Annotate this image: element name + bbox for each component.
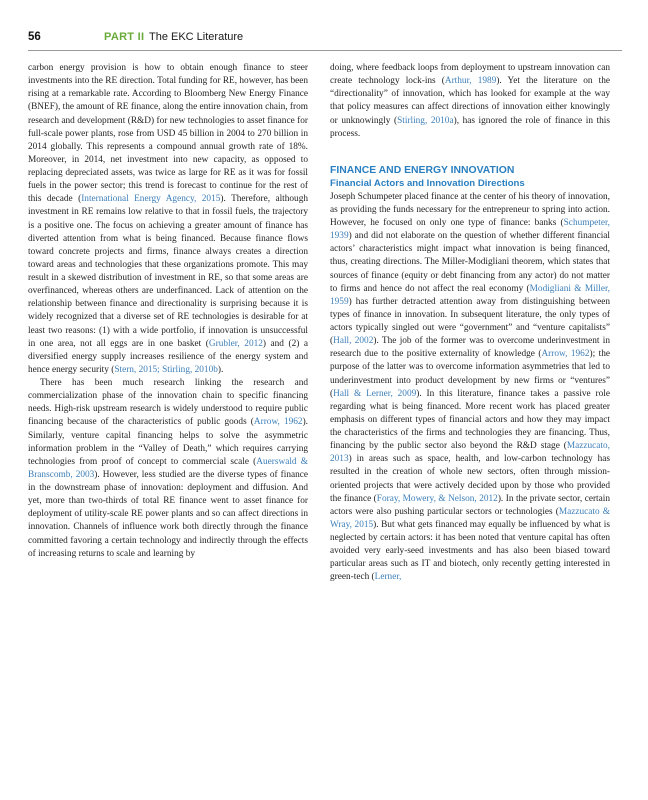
citation-link: Grubler, 2012 — [208, 338, 263, 349]
right-column — [330, 62, 610, 585]
body-text: ). Therefore, although investment in RE remains low relative to that in fossil fuels, the trajectory is a positive one. The focus on achieving a greater amount of finance has diverted attention from what is being financed. Because finance flows toward concrete projects and firms, finance always creates a direction toward areas and technologies that these organizations promote. This may result in a skewed distribution of investment in RE, so that some areas are overfinanced, whereas others are underfinanced. Lack of attention on the relationship between finance and directionality is surprising because it is widely recognized that a diverse set of RE technologies is desirable for at least two reasons: (1) with a wide portfolio, if innovation is unsuccessful in one area, not all eggs are in one basket ( — [28, 194, 309, 349]
body-text: ), has ignored the role of finance in this process. — [330, 115, 610, 139]
paragraph — [330, 62, 610, 141]
citation-link: Stirling, 2010a — [397, 115, 454, 126]
citation-link: Arrow, 1962 — [541, 349, 590, 360]
citation-link: Arrow, 1962 — [253, 417, 303, 428]
citation-link: International Energy Agency, 2015 — [81, 194, 221, 205]
paragraph — [330, 191, 610, 585]
body-text: ). The job of the former was to overcome underinvestment in research due to the positive externality of knowledge ( — [330, 336, 611, 360]
body-text: ) in areas such as space, health, and low-carbon technology has resulted in the creation of whole new sectors, often through mission-oriented projects that were actively decided upon by those who provided the finance ( — [330, 454, 610, 504]
citation-link: Mazzucato & Wray, 2015 — [330, 506, 610, 530]
body-text: ) has further detracted attention away from distinguishing between types of finance in innovation. In subsequent literature, the only types of actors typically singled out were “government” and “venture capitalists” ( — [330, 296, 610, 347]
paragraph — [28, 62, 308, 377]
body-text: Joseph Schumpeter placed finance at the center of his theory of innovation, as providing the funds necessary for the entrepreneur to spring into action. However, he focused on only one type of finance: banks ( — [330, 191, 610, 228]
body-text: doing, where feedback loops from deployment to upstream innovation can create technology lock-ins ( — [330, 63, 610, 87]
body-text: ). Similarly, venture capital financing helps to solve the asymmetric information problem in the “Valley of Death,” which requires carrying technologies from proof of concept to commercial scale ( — [28, 417, 308, 467]
citation-link: Modigliani & Miller, 1959 — [330, 283, 611, 307]
citation-link: Hall & Lerner, 2009 — [333, 388, 417, 399]
citation-link: Lerner, — [374, 572, 402, 583]
citation-link: Hall, 2002 — [333, 336, 374, 347]
body-text: carbon energy provision is how to obtain enough finance to steer investments into the RE direction. Total funding for RE, however, has been rising at a remarkable rate. According to Bloomberg New Energy Finance (BNEF), the amount of RE finance, along the entire innovation chain, from research and development (R&D) for new technologies to asset finance for full-scale power plants, rose from USD 45 billion in 2004 to 270 billion in 2014 globally. This represents a compound annual growth rate of 18%. Moreover, in 2014, net investment into new capacity, as opposed to replacing depreciated assets, was twice as large for RE as it was for fossil fuels in the power sector; this trend is forecast to continue for the rest of this decade ( — [28, 63, 308, 205]
part-label: PART II — [104, 31, 145, 43]
section-heading: FINANCE AND ENERGY INNOVATION — [330, 164, 515, 176]
citation-link: Mazzucato, 2013 — [330, 441, 610, 465]
paragraph — [28, 377, 308, 561]
part-title: The EKC Literature — [149, 31, 244, 43]
citation-link: Foray, Mowery, & Nelson, 2012 — [376, 493, 498, 504]
page-number: 56 — [28, 31, 41, 43]
citation-link: Stern, 2015; Stirling, 2010b — [114, 364, 218, 375]
header-rule — [28, 50, 622, 51]
citation-link: Schumpeter, 1939 — [330, 218, 610, 242]
body-text: ) and did not elaborate on the question of whether different financial actors’ characteristics might impact what innovation is being financed, thus, creating directions. The Miller-Modigliani theorem, which states that sources of finance (equity or debt financing from any actor) do not matter to firms and hence do not affect the real economy ( — [330, 231, 610, 294]
body-text: ). But what gets financed may equally be influenced by what is neglected by certain actors: it has been noted that venture capital has often avoided very early-seed investments and has also been biased toward particular areas such as IT and biotech, only recently getting interested in green-tech ( — [330, 519, 610, 583]
body-text: ). Yet the literature on the “directionality” of innovation, which has looked for example at the way that policy measures can affect directions of innovation either knowingly or unknowingly ( — [330, 76, 611, 126]
body-text: ). In the private sector, certain actors were also pushing particular sectors or technologies ( — [330, 493, 610, 517]
body-text: ). — [217, 364, 224, 375]
body-text: ). In this literature, finance takes a passive role regarding what is being financed. More recent work has placed greater emphasis on different types of financial actors and how they may impact the characteristics of the firms and technologies they are financing. Thus, financing by the public sector also beyond the R&D stage ( — [330, 388, 610, 452]
citation-link: Auerswald & Branscomb, 2003 — [28, 456, 308, 480]
body-text: There has been much research linking the research and commercialization phase of the innovation chain to specific financing needs. High-risk upstream research is widely understood to require public financing because of the characteristics of public goods ( — [28, 378, 308, 428]
left-column — [28, 62, 308, 561]
subsection-heading: Financial Actors and Innovation Directions — [330, 177, 525, 189]
body-text: ). However, less studied are the diverse types of finance in the downstream phase of innovation: deployment and diffusion. And yet, more than two-thirds of total RE finance went to asset finance for deployment of utility-scale RE power plants and so can affect directions in innovation. Channels of influence work both directly through the finance committed favoring a certain technology and indirectly through the effects of increasing returns to scale and learning by — [28, 469, 308, 559]
running-header — [28, 30, 622, 46]
body-text: ); the purpose of the latter was to overcome information asymmetries that led to underinvestment into product development by new firms or “ventures” ( — [330, 349, 610, 399]
body-text: ) and (2) a diversified energy supply increases resilience of the energy system and hence energy security ( — [28, 338, 308, 375]
citation-link: Arthur, 1989 — [444, 76, 497, 87]
